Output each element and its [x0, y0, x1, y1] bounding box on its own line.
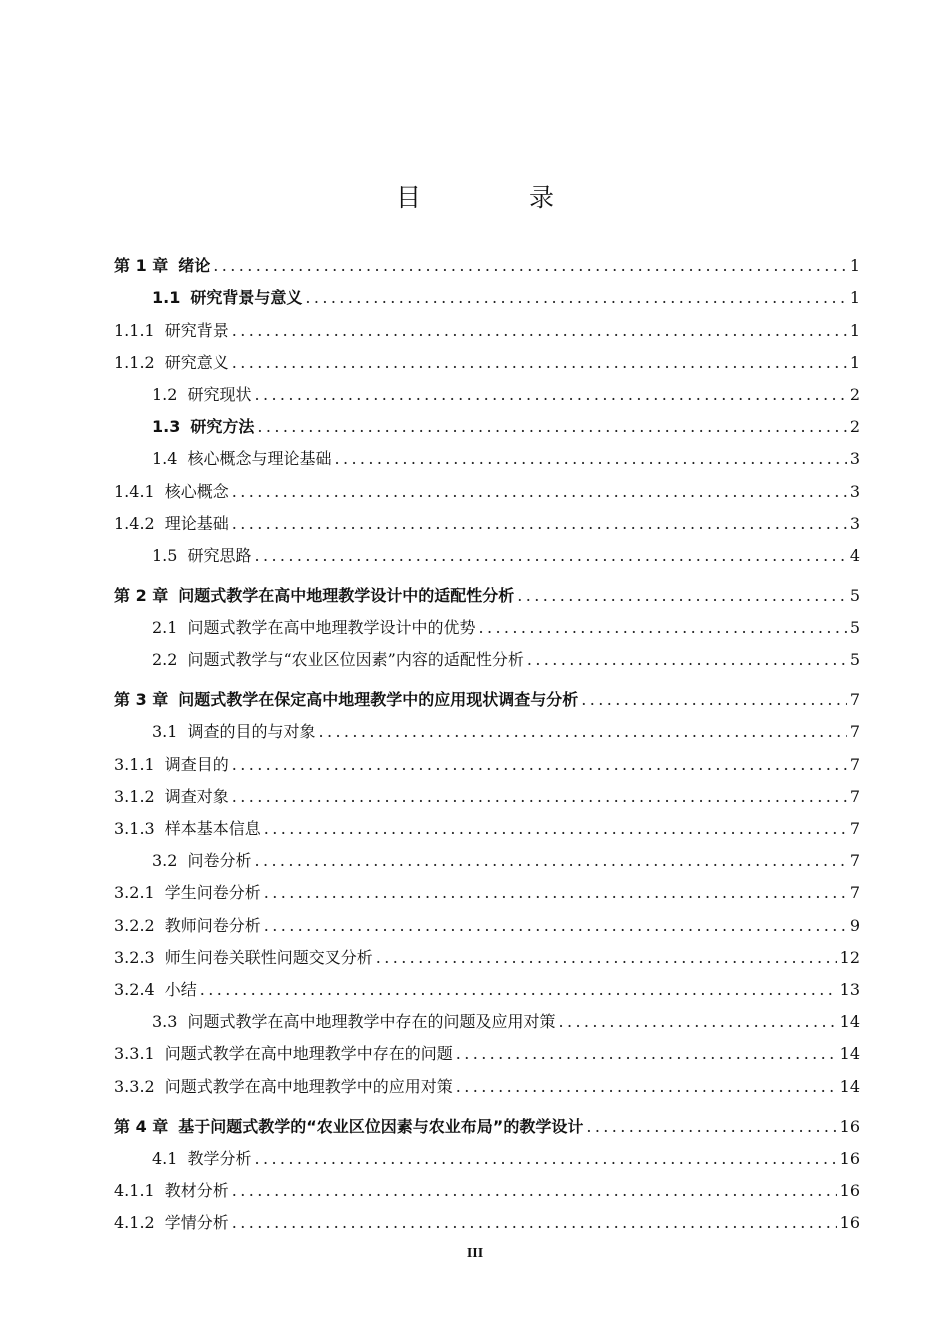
toc-entry-title: 教材分析: [164, 1180, 229, 1200]
dot-leader: [456, 1044, 837, 1064]
toc-entry-page: 14: [839, 1076, 860, 1096]
toc-entry-page: 1: [849, 288, 860, 308]
toc-entry-number: 4.1.1: [114, 1180, 155, 1200]
toc-entry-number: 1.1.1: [114, 320, 155, 340]
toc-entry-page: 7: [849, 819, 860, 838]
toc-entry-number: 4.1.2: [114, 1213, 155, 1233]
toc-entry[interactable]: [114, 469, 860, 501]
toc-entry-title: 基于问题式教学的“农业区位因素与农业布局”的教学设计: [178, 1116, 584, 1136]
toc-entry-title: 样本基本信息: [164, 819, 261, 838]
toc-entry[interactable]: [114, 341, 860, 373]
dot-leader: [558, 1012, 836, 1032]
toc-entry[interactable]: [114, 405, 860, 437]
toc-entry-page: 1: [849, 320, 860, 340]
dot-leader: [232, 1213, 837, 1233]
dot-leader: [232, 514, 847, 534]
toc-entry-title: 研究意义: [164, 352, 229, 372]
toc-entry-number: 1.4.2: [114, 513, 155, 533]
toc-entry[interactable]: [114, 968, 860, 1000]
toc-entry-title: 核心概念与理论基础: [187, 449, 332, 469]
toc-entry-title: 研究背景: [164, 320, 229, 340]
toc-entry-title: 问题式教学在高中地理教学中存在的问题及应用对策: [187, 1012, 556, 1032]
toc-entry-title: 研究方法: [190, 417, 255, 437]
toc-entry-page: 7: [849, 786, 860, 806]
dot-leader: [264, 883, 847, 903]
toc-entry-number: 3.2.1: [114, 883, 155, 903]
toc-entry[interactable]: [114, 710, 860, 742]
toc-entry[interactable]: [114, 276, 860, 308]
toc-entry[interactable]: [114, 670, 860, 710]
dot-leader: [254, 385, 846, 405]
toc-entry-number: 第 2 章: [114, 585, 169, 605]
dot-leader: [264, 819, 847, 839]
toc-entry-title: 调查对象: [164, 786, 229, 806]
toc-entry-number: 4.1: [152, 1148, 178, 1168]
toc-entry-title: 研究背景与意义: [190, 288, 303, 308]
dot-leader: [232, 353, 847, 373]
toc-entry-page: 3: [849, 513, 860, 533]
toc-entry-page: 7: [849, 690, 860, 710]
toc-entry[interactable]: [114, 308, 860, 340]
toc-entry-number: 3.3.2: [114, 1076, 155, 1096]
toc-entry-page: 9: [849, 915, 860, 935]
toc-entry-page: 4: [849, 545, 860, 565]
dot-leader: [517, 586, 847, 606]
toc-entry-number: 3.2.4: [114, 979, 155, 999]
toc-entry-title: 师生问卷关联性问题交叉分析: [164, 947, 373, 967]
toc-entry-page: 14: [839, 1012, 860, 1032]
toc-entry-page: 5: [849, 618, 860, 638]
dot-leader: [232, 482, 847, 502]
dot-leader: [318, 722, 846, 742]
toc-entry[interactable]: [114, 936, 860, 968]
toc-entry[interactable]: [114, 244, 860, 276]
toc-entry-number: 1.1.2: [114, 352, 155, 372]
dot-leader: [257, 417, 846, 437]
toc-entry[interactable]: [114, 1064, 860, 1096]
toc-entry-title: 核心概念: [164, 481, 229, 501]
toc-entry-number: 2.2: [152, 650, 178, 670]
toc-entry-page: 7: [849, 754, 860, 774]
toc-entry-number: 第 1 章: [114, 256, 169, 276]
toc-entry-number: 3.1.1: [114, 754, 155, 774]
toc-entry-title: 调查目的: [164, 754, 229, 774]
page-title: 目 录: [396, 183, 604, 212]
toc-entry-title: 问卷分析: [187, 851, 252, 871]
toc-entry-page: 7: [849, 883, 860, 903]
toc-entry-number: 1.4.1: [114, 481, 155, 501]
toc-entry[interactable]: [114, 373, 860, 405]
toc-entry-title: 问题式教学在高中地理教学设计中的适配性分析: [178, 585, 515, 605]
toc-entry-page: 1: [849, 256, 860, 276]
toc-entry-number: 2.1: [152, 618, 178, 638]
dot-leader: [376, 948, 837, 968]
dot-leader: [478, 618, 846, 638]
toc-entry-number: 3.2.2: [114, 915, 155, 935]
toc-entry-page: 2: [849, 417, 860, 437]
toc-entry[interactable]: [114, 1169, 860, 1201]
dot-leader: [232, 321, 847, 341]
toc-entry-page: 1: [849, 352, 860, 372]
toc-entry-page: 2: [849, 384, 860, 404]
toc-entry-page: 7: [849, 851, 860, 871]
toc-entry-page: 5: [849, 650, 860, 670]
dot-leader: [334, 449, 846, 469]
dot-leader: [586, 1117, 836, 1137]
toc-entry[interactable]: [114, 775, 860, 807]
toc-entry-number: 1.5: [152, 545, 178, 565]
toc-entry-title: 研究思路: [187, 545, 252, 565]
toc-entry[interactable]: [114, 502, 860, 534]
toc-entry[interactable]: [114, 566, 860, 606]
toc-entry-number: 3.2: [152, 851, 178, 871]
dot-leader: [254, 851, 846, 871]
toc-entry-page: 13: [839, 979, 860, 999]
dot-leader: [254, 1149, 836, 1169]
toc-entry-page: 16: [839, 1116, 860, 1136]
dot-leader: [527, 650, 847, 670]
toc-entry-title: 理论基础: [164, 513, 229, 533]
dot-leader: [305, 288, 846, 308]
toc-entry-number: 1.4: [152, 449, 178, 469]
dot-leader: [232, 1181, 837, 1201]
toc-entry-title: 问题式教学在高中地理教学中的应用对策: [164, 1076, 453, 1096]
toc-entry-title: 学生问卷分析: [164, 883, 261, 903]
toc-entry-number: 第 3 章: [114, 690, 169, 710]
dot-leader: [264, 916, 847, 936]
toc-entry-title: 问题式教学与“农业区位因素”内容的适配性分析: [187, 650, 524, 670]
toc-entry-page: 3: [849, 481, 860, 501]
toc-entry-title: 绪论: [178, 256, 211, 276]
toc-entry[interactable]: [114, 638, 860, 670]
toc-entry[interactable]: [114, 1137, 860, 1169]
toc-entry-number: 1.2: [152, 384, 178, 404]
dot-leader: [200, 980, 837, 1000]
toc-entry-title: 问题式教学在高中地理教学设计中的优势: [187, 618, 476, 638]
dot-leader: [232, 787, 847, 807]
toc-entry[interactable]: [114, 437, 860, 469]
toc-entry-page: 16: [839, 1148, 860, 1168]
page-number-footer: III: [466, 1246, 484, 1261]
toc-entry-title: 问题式教学在高中地理教学中存在的问题: [164, 1044, 453, 1064]
toc-entry-number: 第 4 章: [114, 1116, 169, 1136]
toc-entry[interactable]: [114, 534, 860, 566]
toc-entry-number: 3.1.3: [114, 819, 155, 838]
toc-entry-title: 学情分析: [164, 1213, 229, 1233]
table-of-contents: [114, 244, 860, 1233]
toc-entry-page: 3: [849, 449, 860, 469]
dot-leader: [232, 755, 847, 775]
toc-entry-title: 教师问卷分析: [164, 915, 261, 935]
toc-entry[interactable]: [114, 1000, 860, 1032]
toc-entry-title: 小结: [164, 979, 197, 999]
toc-entry-page: 14: [839, 1044, 860, 1064]
toc-entry-page: 12: [839, 947, 860, 967]
toc-entry[interactable]: [114, 1097, 860, 1137]
toc-entry-title: 问题式教学在保定高中地理教学中的应用现状调查与分析: [178, 690, 579, 710]
toc-entry-page: 16: [839, 1213, 860, 1233]
toc-entry-page: 16: [839, 1180, 860, 1200]
dot-leader: [213, 256, 847, 276]
toc-entry[interactable]: [114, 1032, 860, 1064]
dot-leader: [456, 1077, 837, 1097]
toc-entry[interactable]: [114, 1201, 860, 1233]
toc-entry-number: 1.3: [152, 417, 181, 437]
toc-entry-number: 3.3: [152, 1012, 178, 1032]
dot-leader: [254, 546, 846, 566]
toc-entry-title: 调查的目的与对象: [187, 722, 316, 742]
toc-entry-title: 研究现状: [187, 384, 252, 404]
toc-entry-number: 1.1: [152, 288, 181, 308]
dot-leader: [581, 690, 847, 710]
toc-entry-title: 教学分析: [187, 1148, 252, 1168]
toc-entry-number: 3.1.2: [114, 786, 155, 806]
toc-entry-number: 3.3.1: [114, 1044, 155, 1064]
toc-entry-page: 5: [849, 585, 860, 605]
toc-entry[interactable]: [114, 742, 860, 774]
toc-entry[interactable]: [114, 839, 860, 871]
toc-entry-number: 3.1: [152, 722, 178, 742]
toc-entry-number: 3.2.3: [114, 947, 155, 967]
toc-entry[interactable]: [114, 807, 860, 839]
toc-entry[interactable]: [114, 871, 860, 903]
toc-entry[interactable]: [114, 903, 860, 935]
toc-entry-page: 7: [849, 722, 860, 742]
toc-entry[interactable]: [114, 606, 860, 638]
